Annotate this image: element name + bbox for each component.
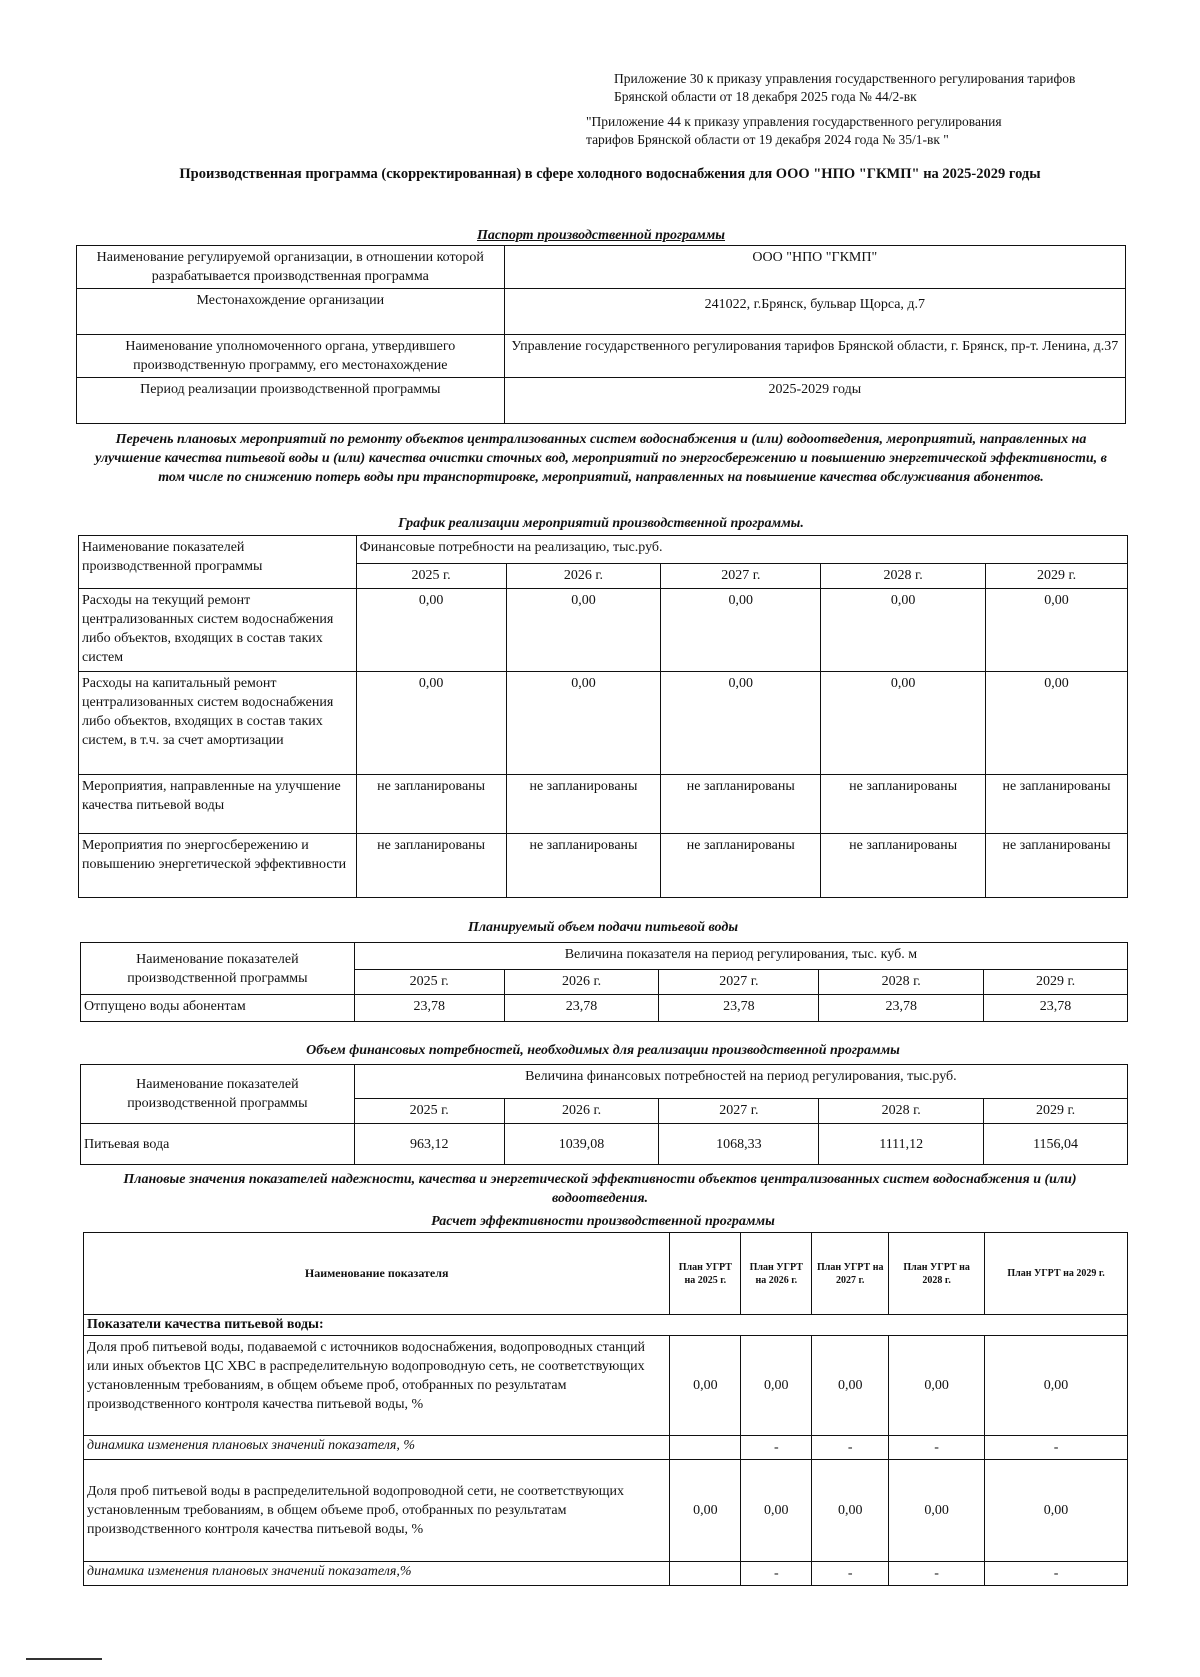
- supply-row-label: Отпущено воды абонентам: [81, 995, 355, 1022]
- year-header: 2028 г.: [819, 1099, 984, 1124]
- measure-value: не запланированы: [821, 834, 986, 898]
- plan-col-header: План УГРТ на 2026 г.: [741, 1233, 812, 1315]
- measures-col-group: Финансовые потребности на реализацию, тыс.руб.: [356, 536, 1127, 564]
- supply-value: 23,78: [659, 995, 819, 1022]
- measure-label: Расходы на капитальный ремонт централизованных систем водоснабжения либо объектов, входящих в состав таких систем, в т.ч. за счет амортизации: [79, 672, 357, 775]
- measure-value: 0,00: [821, 589, 986, 672]
- indicator-value: 0,00: [985, 1336, 1128, 1436]
- passport-label: Период реализации производственной программы: [77, 378, 505, 424]
- table-row: [84, 1436, 1128, 1460]
- table-row: [84, 1562, 1128, 1586]
- passport-label: Местонахождение организации: [77, 289, 505, 335]
- measure-label: Мероприятия, направленные на улучшение качества питьевой воды: [79, 775, 357, 834]
- indicator-value: 0,00: [889, 1460, 985, 1562]
- measure-value: не запланированы: [661, 834, 821, 898]
- measure-value: не запланированы: [356, 834, 506, 898]
- table-row: [84, 1233, 1128, 1315]
- table-row: [84, 1315, 1128, 1336]
- table-row: [77, 246, 1126, 289]
- year-header: 2028 г.: [821, 564, 986, 589]
- passport-label: Наименование регулируемой организации, в отношении которой разрабатывается производственная программа: [77, 246, 505, 289]
- table-row: [79, 589, 1128, 672]
- indicator-value: 0,00: [812, 1460, 889, 1562]
- indicator-value: 0,00: [741, 1460, 812, 1562]
- indicators-heading: Плановые значения показателей надежности, качества и энергетической эффективности объектов централизованных систем водоснабжения и (или) водоотведения.: [123, 1172, 1077, 1206]
- plan-col-header: План УГРТ на 2028 г.: [889, 1233, 985, 1315]
- finance-value: 1111,12: [819, 1124, 984, 1165]
- measures-subheading: График реализации мероприятий производственной программы.: [398, 516, 804, 531]
- header-line-4: тарифов Брянской области от 19 декабря 2024 года № 35/1-вк ": [586, 132, 949, 147]
- table-row: [77, 289, 1126, 335]
- indicator-dynamics-value: -: [889, 1562, 985, 1586]
- measure-value: не запланированы: [661, 775, 821, 834]
- year-header: 2025 г.: [354, 970, 504, 995]
- measure-value: не запланированы: [986, 834, 1128, 898]
- indicator-dynamics-value: -: [741, 1436, 812, 1460]
- finance-value: 963,12: [354, 1124, 504, 1165]
- header-annex-30: [614, 70, 1174, 106]
- finance-heading: Объем финансовых потребностей, необходимых для реализации производственной программы: [306, 1043, 900, 1058]
- passport-label: Наименование уполномоченного органа, утвердившего производственную программу, его местонахождение: [77, 335, 505, 378]
- indicator-dynamics-label: динамика изменения плановых значений показателя,%: [84, 1562, 670, 1586]
- header-line-1: Приложение 30 к приказу управления государственного регулирования тарифов: [614, 71, 1076, 86]
- passport-heading: Паспорт производственной программы: [476, 228, 726, 243]
- supply-value: 23,78: [819, 995, 984, 1022]
- year-header: 2025 г.: [354, 1099, 504, 1124]
- supply-table: [80, 942, 1128, 1022]
- year-header: 2027 г.: [659, 1099, 819, 1124]
- finance-table: [80, 1064, 1128, 1165]
- measure-value: 0,00: [986, 589, 1128, 672]
- measure-value: не запланированы: [986, 775, 1128, 834]
- indicators-group-title: Показатели качества питьевой воды:: [84, 1315, 1128, 1336]
- header-annex-44: [586, 113, 1186, 149]
- indicators-subheading: Расчет эффективности производственной программы: [431, 1214, 775, 1229]
- plan-col-header: План УГРТ на 2025 г.: [670, 1233, 741, 1315]
- plan-col-header: План УГРТ на 2027 г.: [812, 1233, 889, 1315]
- header-line-3: "Приложение 44 к приказу управления государственного регулирования: [586, 114, 1002, 129]
- indicator-dynamics-value: [670, 1436, 741, 1460]
- measures-col-label: Наименование показателей производственной программы: [79, 536, 357, 589]
- table-row: [81, 943, 1128, 970]
- indicator-value: 0,00: [670, 1336, 741, 1436]
- measures-heading: Перечень плановых мероприятий по ремонту объектов централизованных систем водоснабжения и (или) водоотведения, мероприятий, направленных на улучшение качества питьевой воды и (или) качества очистки сточных вод, мероприятий по энергосбережению и повышению энергетической эффективности, в том числе по снижению потерь воды при транспортировке, мероприятий, направленных на повышение качества обслуживания абонентов.: [95, 432, 1107, 485]
- indicator-value: 0,00: [670, 1460, 741, 1562]
- indicator-value: 0,00: [741, 1336, 812, 1436]
- measure-value: 0,00: [661, 589, 821, 672]
- finance-value: 1068,33: [659, 1124, 819, 1165]
- year-header: 2026 г.: [506, 564, 661, 589]
- indicators-table: [83, 1232, 1128, 1586]
- plan-col-header: План УГРТ на 2029 г.: [985, 1233, 1128, 1315]
- measure-value: 0,00: [986, 672, 1128, 775]
- measure-value: 0,00: [661, 672, 821, 775]
- year-header: 2027 г.: [661, 564, 821, 589]
- indicator-dynamics-label: динамика изменения плановых значений показателя, %: [84, 1436, 670, 1460]
- measure-value: 0,00: [506, 589, 661, 672]
- table-row: [77, 378, 1126, 424]
- passport-table: [76, 245, 1126, 424]
- measure-label: Расходы на текущий ремонт централизованных систем водоснабжения либо объектов, входящих в состав таких систем: [79, 589, 357, 672]
- table-row: [79, 834, 1128, 898]
- passport-value: 241022, г.Брянск, бульвар Щорса, д.7: [504, 289, 1125, 335]
- year-header: 2028 г.: [819, 970, 984, 995]
- supply-col-label: Наименование показателей производственной программы: [81, 943, 355, 995]
- supply-value: 23,78: [354, 995, 504, 1022]
- indicator-dynamics-value: -: [985, 1436, 1128, 1460]
- indicator-dynamics-value: -: [812, 1562, 889, 1586]
- measure-value: не запланированы: [506, 775, 661, 834]
- page-title: Производственная программа (скорректированная) в сфере холодного водоснабжения для ООО "НПО "ГКМП" на 2025-2029 годы: [179, 166, 1041, 182]
- indicator-dynamics-value: -: [812, 1436, 889, 1460]
- table-row: [81, 1124, 1128, 1165]
- supply-value: 23,78: [504, 995, 659, 1022]
- table-row: [84, 1460, 1128, 1562]
- year-header: 2027 г.: [659, 970, 819, 995]
- table-row: [79, 775, 1128, 834]
- year-header: 2029 г.: [984, 970, 1128, 995]
- measure-value: 0,00: [356, 672, 506, 775]
- year-header: 2025 г.: [356, 564, 506, 589]
- table-row: [81, 995, 1128, 1022]
- finance-col-label: Наименование показателей производственной программы: [81, 1065, 355, 1124]
- table-row: [77, 335, 1126, 378]
- finance-value: 1039,08: [504, 1124, 659, 1165]
- measure-value: 0,00: [506, 672, 661, 775]
- header-line-2: Брянской области от 18 декабря 2025 года № 44/2-вк: [614, 89, 917, 104]
- measure-value: не запланированы: [821, 775, 986, 834]
- measure-value: 0,00: [821, 672, 986, 775]
- measure-value: 0,00: [356, 589, 506, 672]
- footer-rule: [26, 1658, 102, 1660]
- measure-value: не запланированы: [356, 775, 506, 834]
- table-row: [84, 1336, 1128, 1436]
- year-header: 2029 г.: [984, 1099, 1128, 1124]
- measure-label: Мероприятия по энергосбережению и повышению энергетической эффективности: [79, 834, 357, 898]
- table-row: [79, 672, 1128, 775]
- year-header: 2026 г.: [504, 1099, 659, 1124]
- indicator-value: 0,00: [889, 1336, 985, 1436]
- supply-col-group: Величина показателя на период регулирования, тыс. куб. м: [354, 943, 1127, 970]
- passport-value: ООО "НПО "ГКМП": [504, 246, 1125, 289]
- passport-value: Управление государственного регулирования тарифов Брянской области, г. Брянск, пр-т. Ленина, д.37: [504, 335, 1125, 378]
- indicator-dynamics-value: [670, 1562, 741, 1586]
- indicator-label: Доля проб питьевой воды в распределительной водопроводной сети, не соответствующих установленным требованиям, в общем объеме проб, отобранных по результатам производственного контроля качества питьевой воды, %: [84, 1460, 670, 1562]
- finance-col-group: Величина финансовых потребностей на период регулирования, тыс.руб.: [354, 1065, 1127, 1099]
- supply-value: 23,78: [984, 995, 1128, 1022]
- indicator-dynamics-value: -: [741, 1562, 812, 1586]
- indicator-dynamics-value: -: [889, 1436, 985, 1460]
- indicator-value: 0,00: [812, 1336, 889, 1436]
- supply-heading: Планируемый объем подачи питьевой воды: [467, 920, 739, 935]
- table-row: [81, 1065, 1128, 1099]
- measures-table: [78, 535, 1128, 898]
- year-header: 2029 г.: [986, 564, 1128, 589]
- indicator-label: Доля проб питьевой воды, подаваемой с источников водоснабжения, водопроводных станций или иных объектов ЦС ХВС в распределительную водопроводную сеть, не соответствующих установленным требованиям, в общем объеме проб, отобранных по результатам производственного контроля качества питьевой воды, %: [84, 1336, 670, 1436]
- finance-value: 1156,04: [984, 1124, 1128, 1165]
- measure-value: не запланированы: [506, 834, 661, 898]
- passport-value: 2025-2029 годы: [504, 378, 1125, 424]
- indicator-value: 0,00: [985, 1460, 1128, 1562]
- finance-row-label: Питьевая вода: [81, 1124, 355, 1165]
- year-header: 2026 г.: [504, 970, 659, 995]
- indicator-dynamics-value: -: [985, 1562, 1128, 1586]
- table-row: [79, 536, 1128, 564]
- indicators-col-label: Наименование показателя: [84, 1233, 670, 1315]
